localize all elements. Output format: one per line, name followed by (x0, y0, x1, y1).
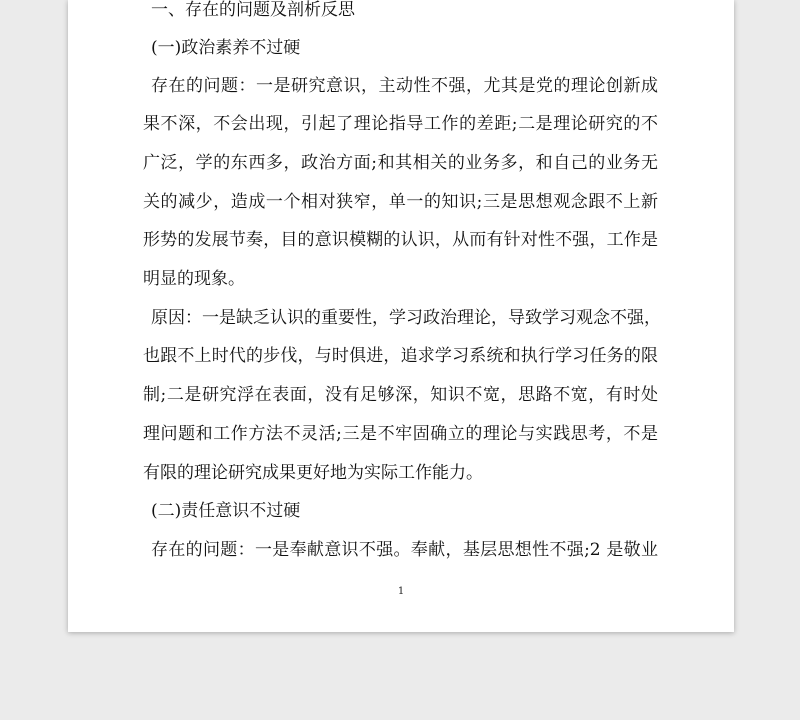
paragraph-line: 有限的理论研究成果更好地为实际工作能力。 (143, 463, 483, 483)
subsection-heading-2: (二)责任意识不过硬 (151, 501, 301, 521)
paragraph-line: 理问题和工作方法不灵活;三是不牢固确立的理论与实践思考，不是 (143, 424, 658, 444)
paragraph-line: 也跟不上时代的步伐，与时俱进，追求学习系统和执行学习任务的限 (143, 346, 658, 366)
paragraph-line: 制;二是研究浮在表面，没有足够深，知识不宽，思路不宽，有时处 (143, 385, 658, 405)
paragraph-line: 广泛，学的东西多，政治方面;和其相关的业务多，和自己的业务无 (143, 153, 658, 173)
document-page (68, 0, 734, 632)
paragraph-line: 原因：一是缺乏认识的重要性，学习政治理论，导致学习观念不强， (151, 308, 661, 328)
page-number: 1 (397, 586, 405, 597)
paragraph-line: 形势的发展节奏，目的意识模糊的认识，从而有针对性不强，工作是 (143, 230, 658, 250)
paragraph-line: 明显的现象。 (143, 269, 245, 289)
paragraph-line: 存在的问题：一是奉献意识不强。奉献，基层思想性不强;2 是敬业 (151, 540, 658, 560)
paragraph-line: 关的减少，造成一个相对狭窄，单一的知识;三是思想观念跟不上新 (143, 192, 658, 212)
paragraph-line: 果不深，不会出现，引起了理论指导工作的差距;二是理论研究的不 (143, 114, 658, 134)
paragraph-line: 存在的问题：一是研究意识，主动性不强，尤其是党的理论创新成 (151, 76, 658, 96)
subsection-heading-1: (一)政治素养不过硬 (151, 38, 301, 58)
section-heading: 一、存在的问题及剖析反思 (151, 0, 355, 20)
